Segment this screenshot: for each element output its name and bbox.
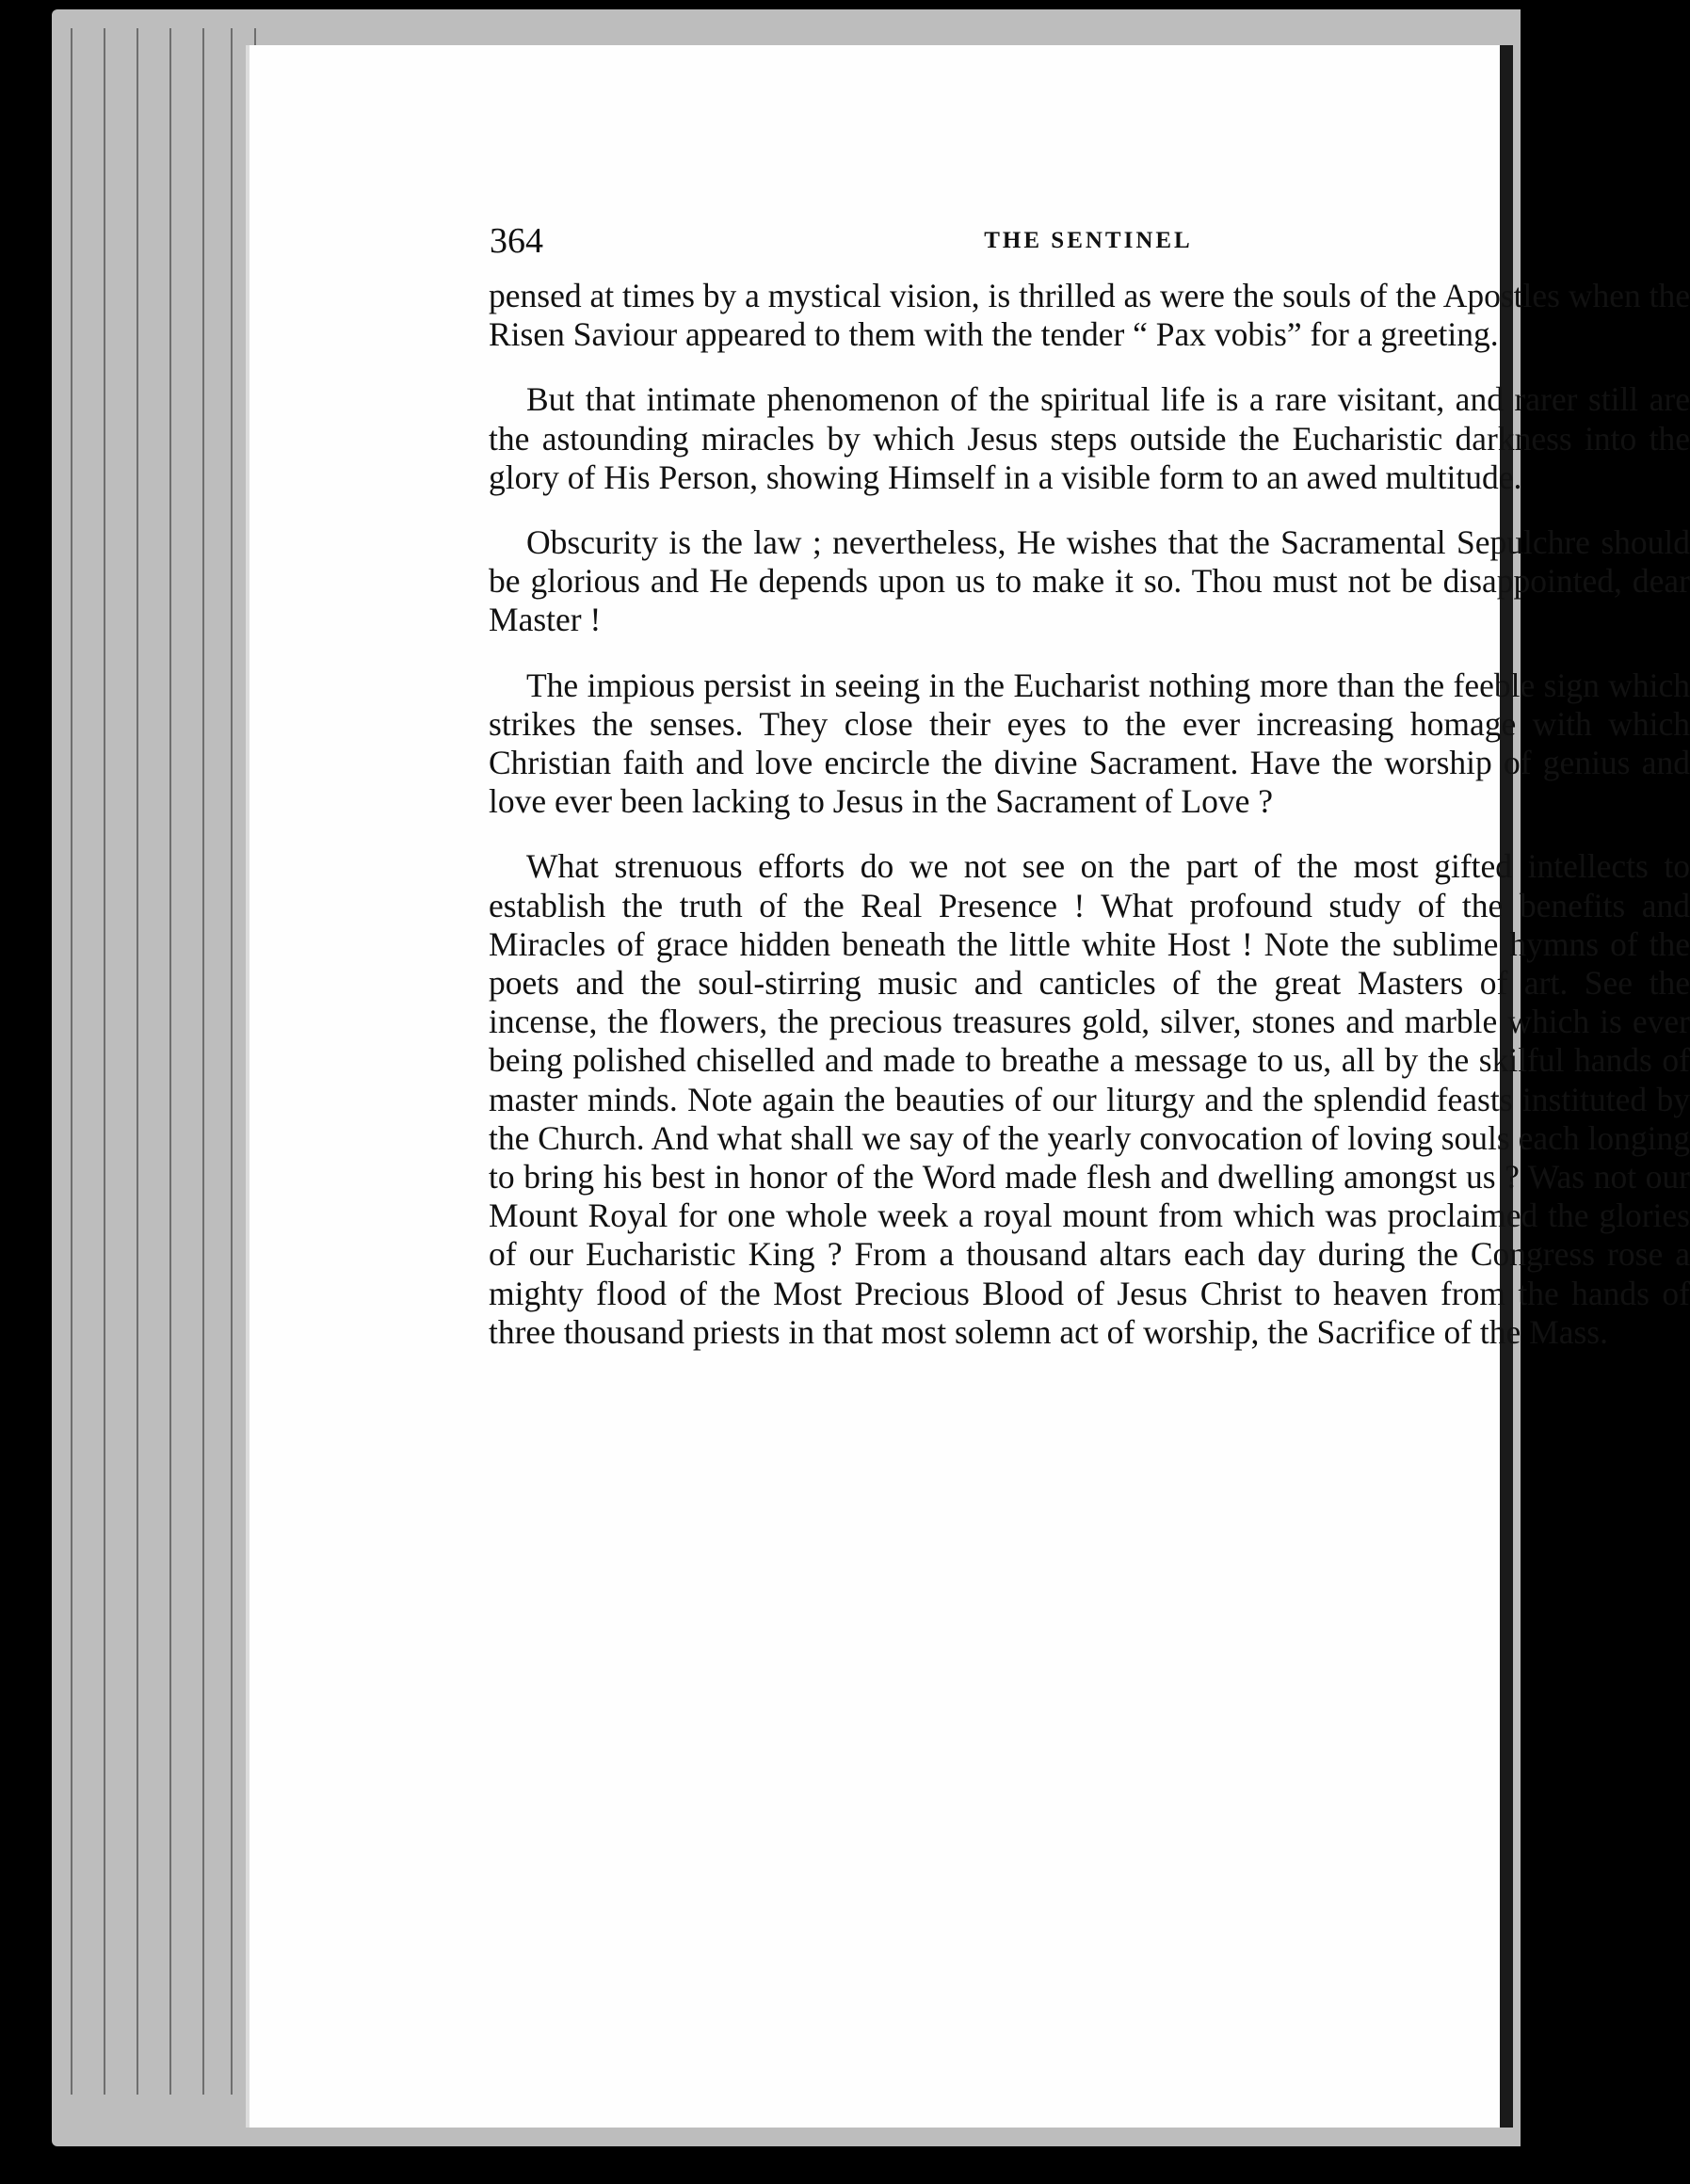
paragraph: The impious persist in seeing in the Eucharist nothing more than the feeble sign which strikes the senses. They close their eyes to the ever increasing homage with which Christian faith and love encircle the divine Sacrament. Have the worship of genius and love ever been lacking to Jesus in the Sacrament of Love ? <box>489 666 1690 821</box>
page-edge-line <box>104 28 134 2095</box>
paragraph: Obscurity is the law ; nevertheless, He wishes that the Sacramental Sepulchre should be glorious and He depends upon us to make it so. Thou must not be disappointed, dear Master ! <box>489 523 1690 639</box>
book-page <box>249 45 1690 2128</box>
page-edge-line <box>137 28 167 2095</box>
page-edge-line <box>202 28 233 2095</box>
page-edge-line <box>169 28 200 2095</box>
paragraph: pensed at times by a mystical vision, is thrilled as were the souls of the Apostles when the Risen Saviour appeared to them with the tender “ Pax vobis” for a greeting. <box>489 277 1690 354</box>
paragraph: What strenuous efforts do we not see on the part of the most gifted intellects to establish the truth of the Real Presence ! What profound study of the benefits and Miracles of grace hidden beneath the little white Host ! Note the sublime hymns of the poets and the soul-stirring music and canticles of the great Masters of art. See the incense, the flowers, the precious treasures gold, silver, stones and marble which is ever being polished chiselled and made to breathe a message to us, all by the skilful hands of master minds. Note again the beauties of our liturgy and the splendid feasts instituted by the Church. And what shall we say of the yearly convocation of loving souls each longing to bring his best in honor of the Word made flesh and dwelling amongst us ? Was not our Mount Royal for one whole week a royal mount from which was proclaimed the glories of our Eucharistic King ? From a thousand altars each day during the Congress rose a mighty flood of the Most Precious Blood of Jesus Christ to heaven from the hands of three thousand priests in that most solemn act of worship, the Sacrifice of the Mass. <box>489 847 1690 1351</box>
page-number: 364 <box>490 221 543 261</box>
page-header <box>490 220 1687 277</box>
paragraph: But that intimate phenomenon of the spiritual life is a rare visitant, and rarer still are the astounding miracles by which Jesus steps outside the Eucharistic darkness into the glory of His Person, showing Himself in a visible form to an awed multitude. <box>489 380 1690 496</box>
body-text <box>489 277 1690 1378</box>
running-head: THE SENTINEL <box>984 228 1193 253</box>
page-edge-line <box>71 28 101 2095</box>
